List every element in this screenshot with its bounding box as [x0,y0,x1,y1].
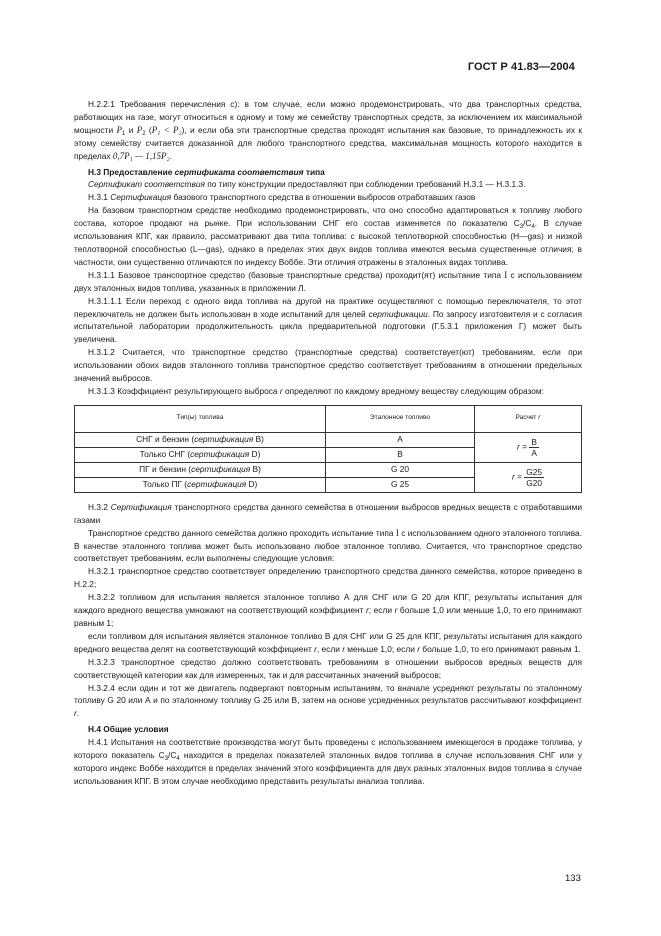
paragraph-family-vehicle [74,527,582,566]
fraction-denominator: G20 [526,477,543,488]
table-cell [75,447,326,462]
text: ), и если оба эти транспортные средства проходят испытания как базовые, то принадлежность их к этому семейству считается доказанной для любого транспортного средства, максимальная мощность которого находится в пределах [74,124,582,161]
text: Расчет [515,414,539,422]
italic-term: Сертификация [110,192,172,203]
subscript: 3 [519,224,524,231]
math-symbol: r [394,605,398,616]
fraction-numerator: B [531,436,537,447]
math-lhs: r = [517,441,528,452]
italic-term: сертификата соответствия [174,166,304,177]
text: находится в пределах показателей эталонных видов топлива в случае использования СНГ или у которого индекс Воббе находится в пределах значений этого коэффициента для двух разных эталонных видов топлива в случае использования КПГ. В этом случае необходимо представить результаты анализа топлива. [74,750,582,786]
text: базового транспортного средства в отношении выбросов отработавших газов [171,192,476,203]
fraction [524,467,544,488]
text: Н.3.1 [88,192,111,203]
text: ; если [368,605,395,616]
text: ПГ и бензин ( [139,464,192,475]
math-symbol: r [74,708,77,719]
paragraph-h3-1 [74,191,582,204]
table-row [75,462,582,477]
italic-term: Сертификат соответствия [88,179,205,190]
text: определяют по каждому вредному веществу следующим образом: [282,385,544,396]
text: На базовом транспортном средстве необходимо продемонстрировать, что оно способно адаптироваться к топливу любого состава, которое продают на рынке. При использовании СНГ его состав изменяется по показателю C [74,205,582,229]
text: Только ПГ ( [142,479,188,490]
paragraph-h3-2-2-cont [74,630,582,656]
text: Н.3 Предоставление [88,166,175,177]
paragraph-h4-1 [74,736,582,788]
paragraph-h3-2-3: Н.3.2.3 транспортное средство должно соответствовать требованиям в отношении выбросов вредных веществ для соответствующей категории как для измеренных, так и для рассчитанных значений выбросов; [74,656,582,680]
section-heading-h3 [74,166,582,179]
text: транспортного средства данного семейства в отношении выбросов вредных веществ с отработавшими газами [74,501,582,525]
text: Н.3.1.1.1 Если переход с одного вида топлива на другой на практике осуществляют с помощью переключателя, то этот переключатель не должен быть использован в ходе испытаний для целей [74,295,582,319]
text: B) [250,464,261,475]
text: если топливом для испытания является эталонное топливо B для СНГ или G 25 для КПГ, результаты испытания для каждого вредного вещества делят на соответствующий коэффициент [74,630,582,654]
text: и [125,124,137,135]
italic-term: сертификация [194,434,254,445]
text: Н.3.1.1 Базовое транспортное средство (базовые транспортные средства) проходит(ят) испытание типа [88,269,505,280]
italic-term: Сертификация [110,501,172,512]
fuel-table [74,405,582,493]
table-header-row [75,405,582,432]
table-cell-calc [475,432,582,462]
math-symbol: P [116,124,122,135]
subscript: 4 [176,756,180,763]
roman-numeral: I [504,269,508,280]
table-cell: A [326,432,475,447]
document-header: ГОСТ Р 41.83—2004 [467,61,575,73]
table-cell [75,432,326,447]
paragraph-h3-2-2 [74,591,582,630]
text: меньше 1,0; если [344,643,418,654]
text: . [76,708,80,719]
table-header-cell: Эталонное топливо [326,405,475,432]
subscript: 3 [164,756,169,763]
text: . В случае использования КПГ, как правило, рассматривают два типа топлива: с высокой теплотворной способностью (H—gas) и низкой теплотворной способностью (L—gas), однако в пределах этих двух видов топлива имеются весьма существенные отличия; в частности, они существенно отличаются по индексу Воббе. Эти отличия отражены в эталонных видах топлива. [74,218,582,267]
italic-term: сертификация [191,464,251,475]
text: по типу конструкции предоставляют при соблюдении требований Н.3.1 — Н.3.1.3. [204,179,526,190]
table-cell: B [326,447,475,462]
math-subscript: 1 [122,130,126,137]
table-cell: G 25 [326,477,475,492]
text: типа [303,166,325,177]
math-inequality: P₁ < P₂ [151,124,182,135]
text: ( [145,124,152,135]
fraction-denominator: A [531,447,537,458]
italic-term: сертификация [190,449,250,460]
math-symbol: r [279,385,283,396]
paragraph-h3-1-3 [74,385,582,398]
text: Н.3.1.3 Коэффициент результирующего выброса [88,385,280,396]
text: с использованием одного эталонного топлива. В качестве эталонного топлива может быть использовано любое эталонное топливо. Считается, что транспортное средство соответствует требованиям, если выполнены следующие условия: [74,527,582,564]
text: . [169,150,172,161]
text: Транспортное средство данного семейства должно проходить испытание типа [88,527,396,538]
text: Н.2.2.1 Требования перечисления с): в том случае, если можно продемонстрировать, что два транспортных средства, работающих на газе, могут относиться к одному и тому же семейству транспортных средств, за исключением их максимальной мощности [74,99,582,135]
paragraph-h3-1-1-1 [74,295,582,347]
text: /C [523,218,532,229]
math-symbol: r [342,643,345,654]
paragraph-base-vehicle [74,204,582,269]
text: B) [253,434,264,445]
text: Только СНГ ( [139,449,191,460]
paragraph-h3-1-2: Н.3.1.2 Считается, что транспортное средство (транспортные средства) соответствует(ют) требованиям, если при использовании обоих видов эталонного топлива транспортное средство соответствует требованиям в отношении предельных значений выбросов. [74,347,582,384]
section-heading-h4: Н.4 Общие условия [88,724,169,735]
text: D) [249,449,261,460]
paragraph-h3-2-1: Н.3.2.1 транспортное средство соответствует определению транспортного средства данного семейства, которое приведено в Н.2.2; [74,566,582,590]
paragraph-h3-2 [74,501,582,527]
text: больше 1,0, то его принимают равным 1. [419,643,581,654]
page-number: 133 [565,873,581,884]
table-header-cell [475,405,582,432]
text: D) [246,479,258,490]
italic-term: сертификации [368,308,428,319]
table-cell [75,462,326,477]
roman-numeral: I [395,527,399,538]
math-lhs: r = [511,471,522,482]
text: с использованием двух эталонных видов топлива, указанных в приложении Л. [74,269,582,293]
text: Н.3.2 [88,501,111,512]
fraction-numerator: G25 [526,466,543,477]
text: Н.4.1 Испытания на соответствие производства могут быть проведены с использованием имеющегося в продаже топлива, у которого показатель C [74,737,582,761]
text: , если [316,643,343,654]
table-cell: G 20 [326,462,475,477]
math-symbol: r [417,643,420,654]
paragraph-h3-1-1 [74,269,582,295]
math-range: 0,7P₁ — 1,15P₂ [112,150,170,161]
table-header-cell: Тип(ы) топлива [75,405,326,432]
table-row [75,432,582,447]
text: /C [168,750,177,761]
math-symbol: r [538,414,541,422]
text: больше 1,0 или меньше 1,0, то его принимают равным 1; [74,605,583,628]
document-body [74,98,582,788]
fraction [529,437,539,458]
math-symbol: r [365,605,369,616]
text: . По запросу изготовителя и с согласия испытательной лаборатории продолжительность цикла предварительной подготовки (Г.5.3.1 приложения Г) может быть увеличена. [74,308,582,345]
math-subscript: 2 [142,130,146,137]
subscript: 4 [531,224,535,231]
table-cell-calc [475,462,582,492]
text: Н.3.2.2 топливом для испытания является эталонное топливо А для СНГ или G 20 для КПГ, результаты испытания для каждого вредного вещества умножают на соответствующий коэффициент [74,592,582,616]
paragraph-h3-intro [74,178,582,191]
table-cell [75,477,326,492]
text: СНГ и бензин ( [136,434,195,445]
paragraph-h2-2-1 [74,98,582,163]
math-symbol: P [136,124,143,135]
math-symbol: r [314,643,317,654]
paragraph-h3-2-4 [74,682,582,721]
italic-term: сертификация [187,479,247,490]
text: Н.3.2.4 если один и тот же двигатель подвергают повторным испытаниям, то вначале усредняют результаты по эталонному топливу G 20 или А и по эталонному топливу G 25 или B, затем на основе усредненных результатов рассчитывают коэффициент [74,682,582,706]
